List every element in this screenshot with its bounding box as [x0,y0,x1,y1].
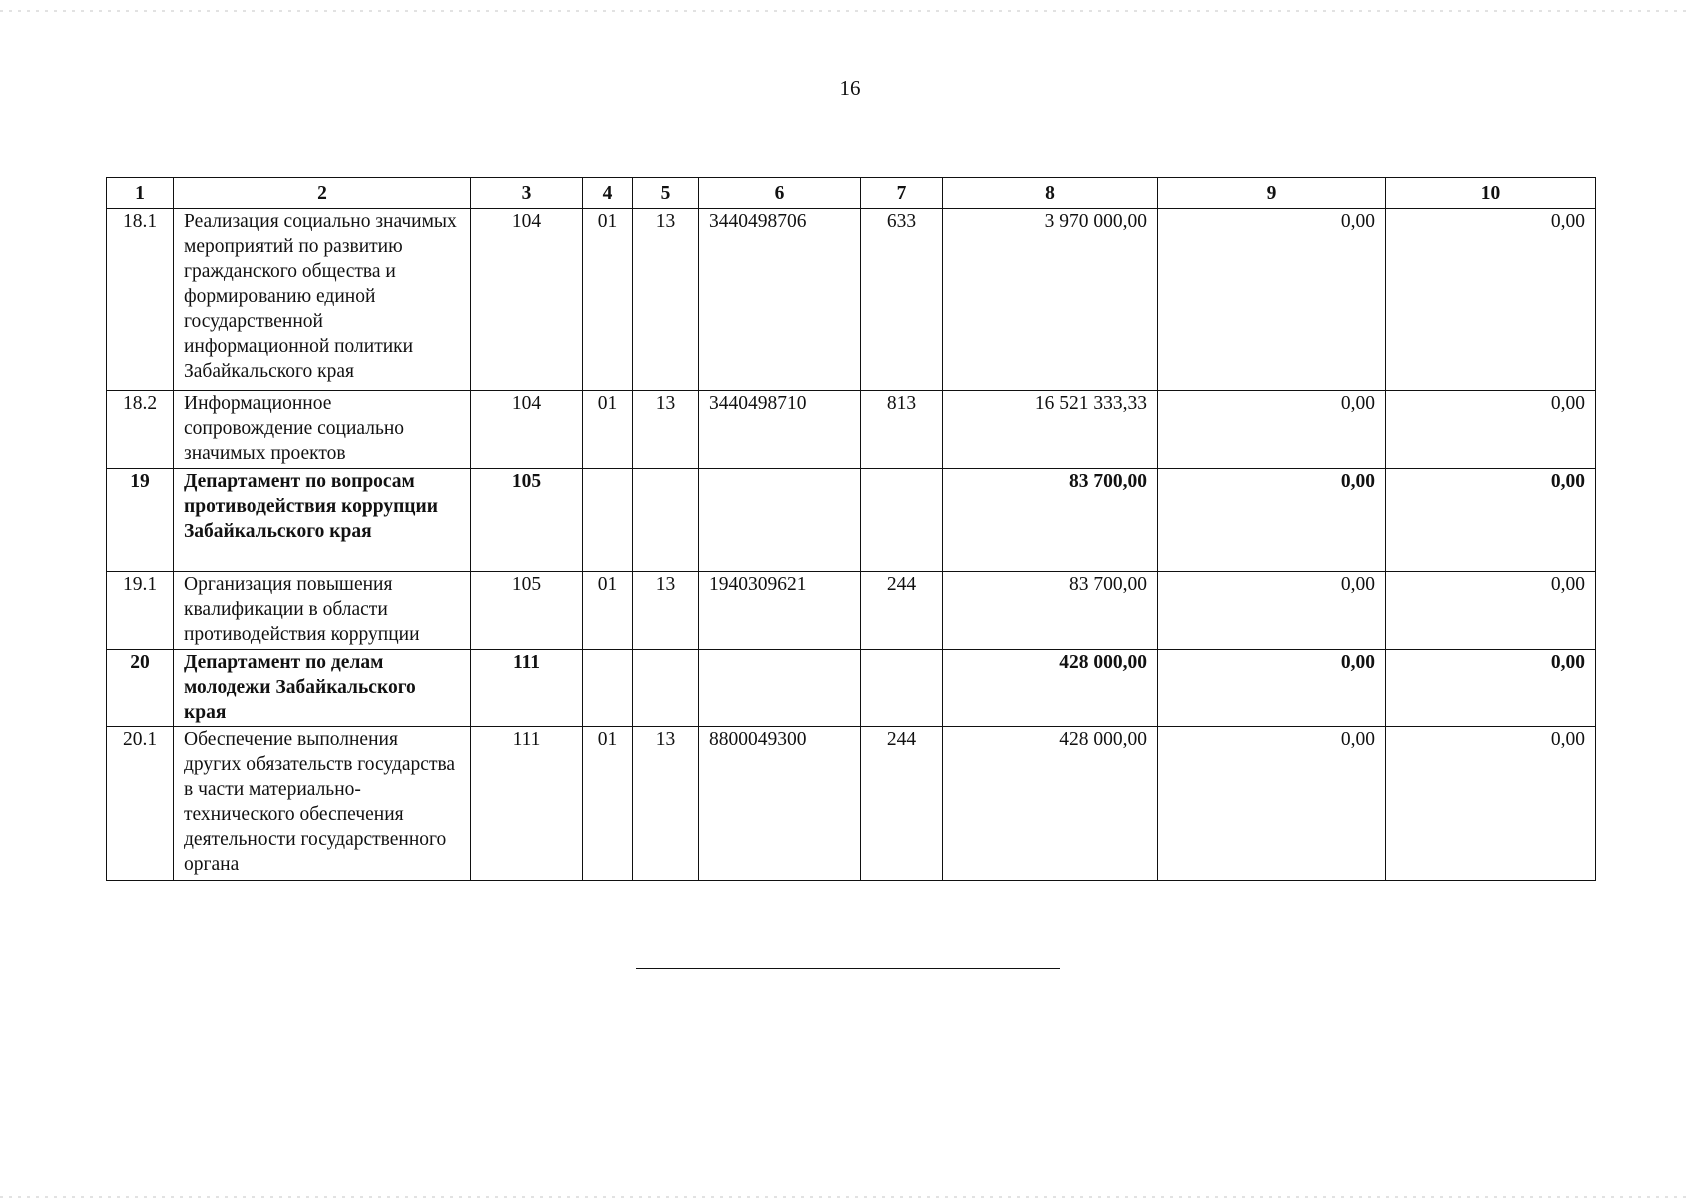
table-row [107,727,1596,881]
code-col-3: 111 [471,727,583,881]
code-col-5: 13 [633,727,699,881]
scan-edge-top [0,10,1686,12]
table-header [107,178,1596,209]
row-number: 20.1 [107,727,174,881]
page-number: 16 [839,76,861,100]
col-header-6: 6 [699,178,861,209]
code-col-5 [633,650,699,727]
row-name: Реализация социально значимых мероприятий по развитию гражданского общества и формированию единой государственной информационной политики Забайкальского края [174,209,471,391]
amount-col-9: 0,00 [1158,469,1386,572]
amount-col-9: 0,00 [1158,650,1386,727]
code-col-3: 104 [471,209,583,391]
department-name: Департамент по делам молодежи Забайкальского края [174,650,471,727]
amount-col-10: 0,00 [1386,572,1596,650]
row-number: 18.2 [107,391,174,469]
code-col-7: 244 [861,572,943,650]
row-name: Обеспечение выполнения других обязательств государства в части материально-технического обеспечения деятельности государственного органа [174,727,471,881]
row-name: Информационное сопровождение социально значимых проектов [174,391,471,469]
amount-col-8: 428 000,00 [943,727,1158,881]
col-header-9: 9 [1158,178,1386,209]
row-name: Организация повышения квалификации в области противодействия коррупции [174,572,471,650]
amount-col-8: 83 700,00 [943,469,1158,572]
code-col-4: 01 [583,572,633,650]
code-col-6 [699,469,861,572]
code-col-4: 01 [583,391,633,469]
code-col-4: 01 [583,727,633,881]
amount-col-10: 0,00 [1386,469,1596,572]
code-col-7: 633 [861,209,943,391]
table-row [107,572,1596,650]
code-col-6: 3440498710 [699,391,861,469]
amount-col-8: 3 970 000,00 [943,209,1158,391]
code-col-7: 813 [861,391,943,469]
col-header-1: 1 [107,178,174,209]
amount-col-8: 16 521 333,33 [943,391,1158,469]
row-number: 19 [107,469,174,572]
row-number: 20 [107,650,174,727]
col-header-3: 3 [471,178,583,209]
closing-rule [636,968,1060,969]
amount-col-10: 0,00 [1386,209,1596,391]
col-header-2: 2 [174,178,471,209]
code-col-5: 13 [633,572,699,650]
code-col-3: 111 [471,650,583,727]
code-col-6: 3440498706 [699,209,861,391]
amount-col-8: 83 700,00 [943,572,1158,650]
code-col-5: 13 [633,391,699,469]
col-header-5: 5 [633,178,699,209]
code-col-6: 8800049300 [699,727,861,881]
row-number: 19.1 [107,572,174,650]
department-name: Департамент по вопросам противодействия коррупции Забайкальского края [174,469,471,572]
budget-table [106,177,1596,881]
amount-col-8: 428 000,00 [943,650,1158,727]
code-col-3: 105 [471,469,583,572]
department-row [107,469,1596,572]
code-col-4: 01 [583,209,633,391]
table-row [107,391,1596,469]
col-header-8: 8 [943,178,1158,209]
amount-col-9: 0,00 [1158,209,1386,391]
code-col-6 [699,650,861,727]
amount-col-9: 0,00 [1158,391,1386,469]
code-col-4 [583,650,633,727]
code-col-4 [583,469,633,572]
table-body [107,209,1596,881]
scan-edge-bottom [0,1196,1686,1198]
amount-col-10: 0,00 [1386,727,1596,881]
code-col-5: 13 [633,209,699,391]
header-row [107,178,1596,209]
row-number: 18.1 [107,209,174,391]
amount-col-9: 0,00 [1158,727,1386,881]
code-col-3: 104 [471,391,583,469]
code-col-7 [861,650,943,727]
code-col-7: 244 [861,727,943,881]
department-row [107,650,1596,727]
amount-col-9: 0,00 [1158,572,1386,650]
col-header-10: 10 [1386,178,1596,209]
code-col-3: 105 [471,572,583,650]
col-header-7: 7 [861,178,943,209]
code-col-7 [861,469,943,572]
amount-col-10: 0,00 [1386,650,1596,727]
code-col-6: 1940309621 [699,572,861,650]
code-col-5 [633,469,699,572]
table-row [107,209,1596,391]
amount-col-10: 0,00 [1386,391,1596,469]
col-header-4: 4 [583,178,633,209]
